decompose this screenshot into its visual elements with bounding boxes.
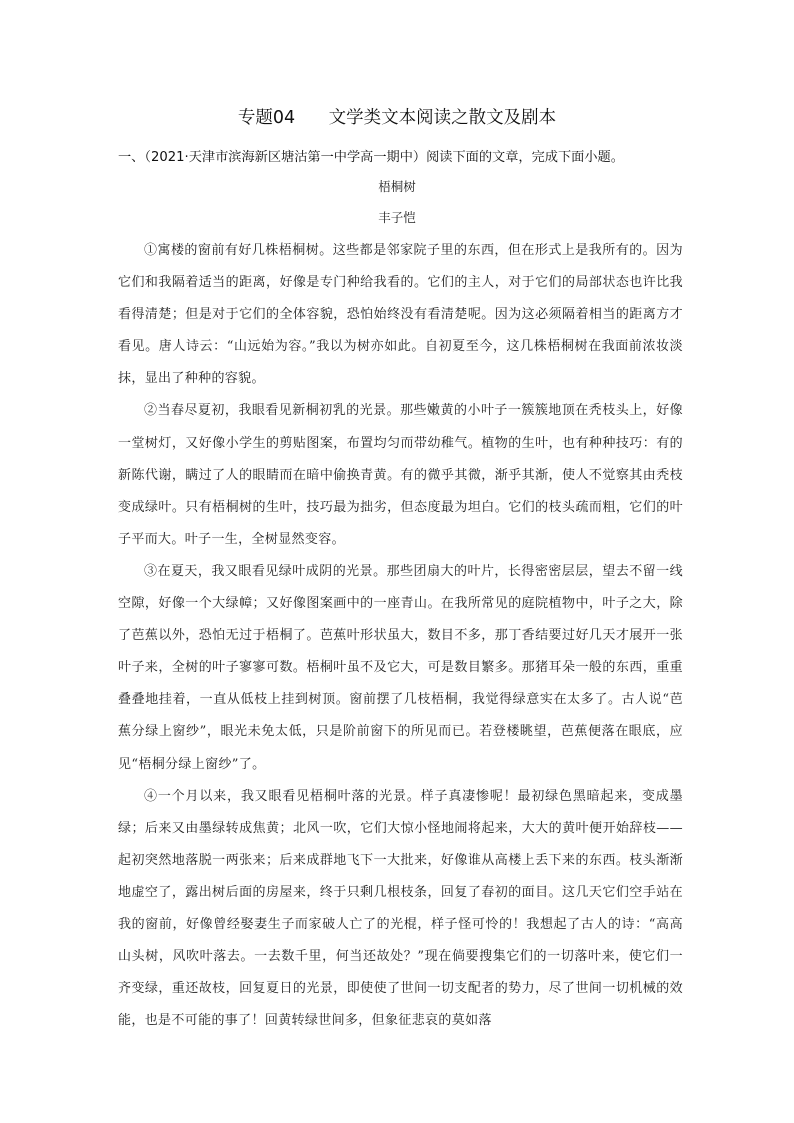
paragraph-3: ③在夏天，我又眼看见绿叶成阴的光景。那些团扇大的叶片，长得密密层层，望去不留一线空隙，好像一个大绿幛；又好像图案画中的一座青山。在我所常见的庭院植物中，叶子之大，除了芭蕉以外，恐怕无过于梧桐了。芭蕉叶形状虽大，数目不多，那丁香结要过好几天才展开一张叶子来，全树的叶子寥寥可数。梧桐叶虽不及它大，可是数目繁多。那猪耳朵一般的东西，重重叠叠地挂着，一直从低枝上挂到树顶。窗前摆了几枝梧桐，我觉得绿意实在太多了。古人说“芭蕉分绿上窗纱”，眼光未免太低，只是阶前窗下的所见而已。若登楼眺望，芭蕉便落在眼底，应见“梧桐分绿上窗纱”了。 [118,563,683,772]
paragraph-1: ①寓楼的窗前有好几株梧桐树。这些都是邻家院子里的东西，但在形式上是我所有的。因为它们和我隔着适当的距离，好像是专门种给我看的。它们的主人，对于它们的局部状态也许比我看得清楚；但是对于它们的全体容貌，恐怕始终没有看清楚呢。因为这必须隔着相当的距离方才看见。唐人诗云：“山远始为容。”我以为树亦如此。自初夏至今，这几株梧桐树在我面前浓妆淡抹，显出了种种的容貌。 [118,243,683,387]
article-author: 丰子恺 [378,210,416,225]
paragraph-4: ④一个月以来，我又眼看见梧桐叶落的光景。样子真凄惨呢！最初绿色黑暗起来，变成墨绿；后来又由墨绿转成焦黄；北风一吹，它们大惊小怪地闹将起来，大大的黄叶便开始辞枝——起初突然地落脱一两张来；后来成群地飞下一大批来，好像谁从高楼上丢下来的东西。枝头渐渐地虚空了，露出树后面的房屋来，终于只剩几根枝条，回复了春初的面目。这几天它们空手站在我的窗前，好像曾经娶妻生子而家破人亡了的光棍，样子怪可怜的！我想起了古人的诗：“高高山头树，风吹叶落去。一去数千里，何当还故处？”现在倘要搜集它们的一切落叶来，使它们一齐变绿，重还故枝，回复夏日的光景，即使使了世间一切支配者的势力，尽了世间一切机械的效能，也是不可能的事了！回黄转绿世间多，但象征悲哀的莫如落 [118,788,683,1029]
article-body [118,235,683,1037]
article-title: 梧桐树 [378,179,416,194]
paragraph-2: ②当春尽夏初，我眼看见新桐初乳的光景。那些嫩黄的小叶子一簇簇地顶在秃枝头上，好像一堂树灯，又好像小学生的剪贴图案，布置均匀而带幼稚气。植物的生叶，也有种种技巧：有的新陈代谢，瞒过了人的眼睛而在暗中偷换青黄。有的微乎其微，渐乎其渐，使人不觉察其由秃枝变成绿叶。只有梧桐树的生叶，技巧最为拙劣，但态度最为坦白。它们的枝头疏而粗，它们的叶子平而大。叶子一生，全树显然变容。 [118,403,683,547]
document-title: 专题04 文学类文本阅读之散文及剧本 [237,108,557,128]
question-heading: 一、（2021·天津市滨海新区塘沽第一中学高一期中）阅读下面的文章，完成下面小题。 [118,150,624,165]
